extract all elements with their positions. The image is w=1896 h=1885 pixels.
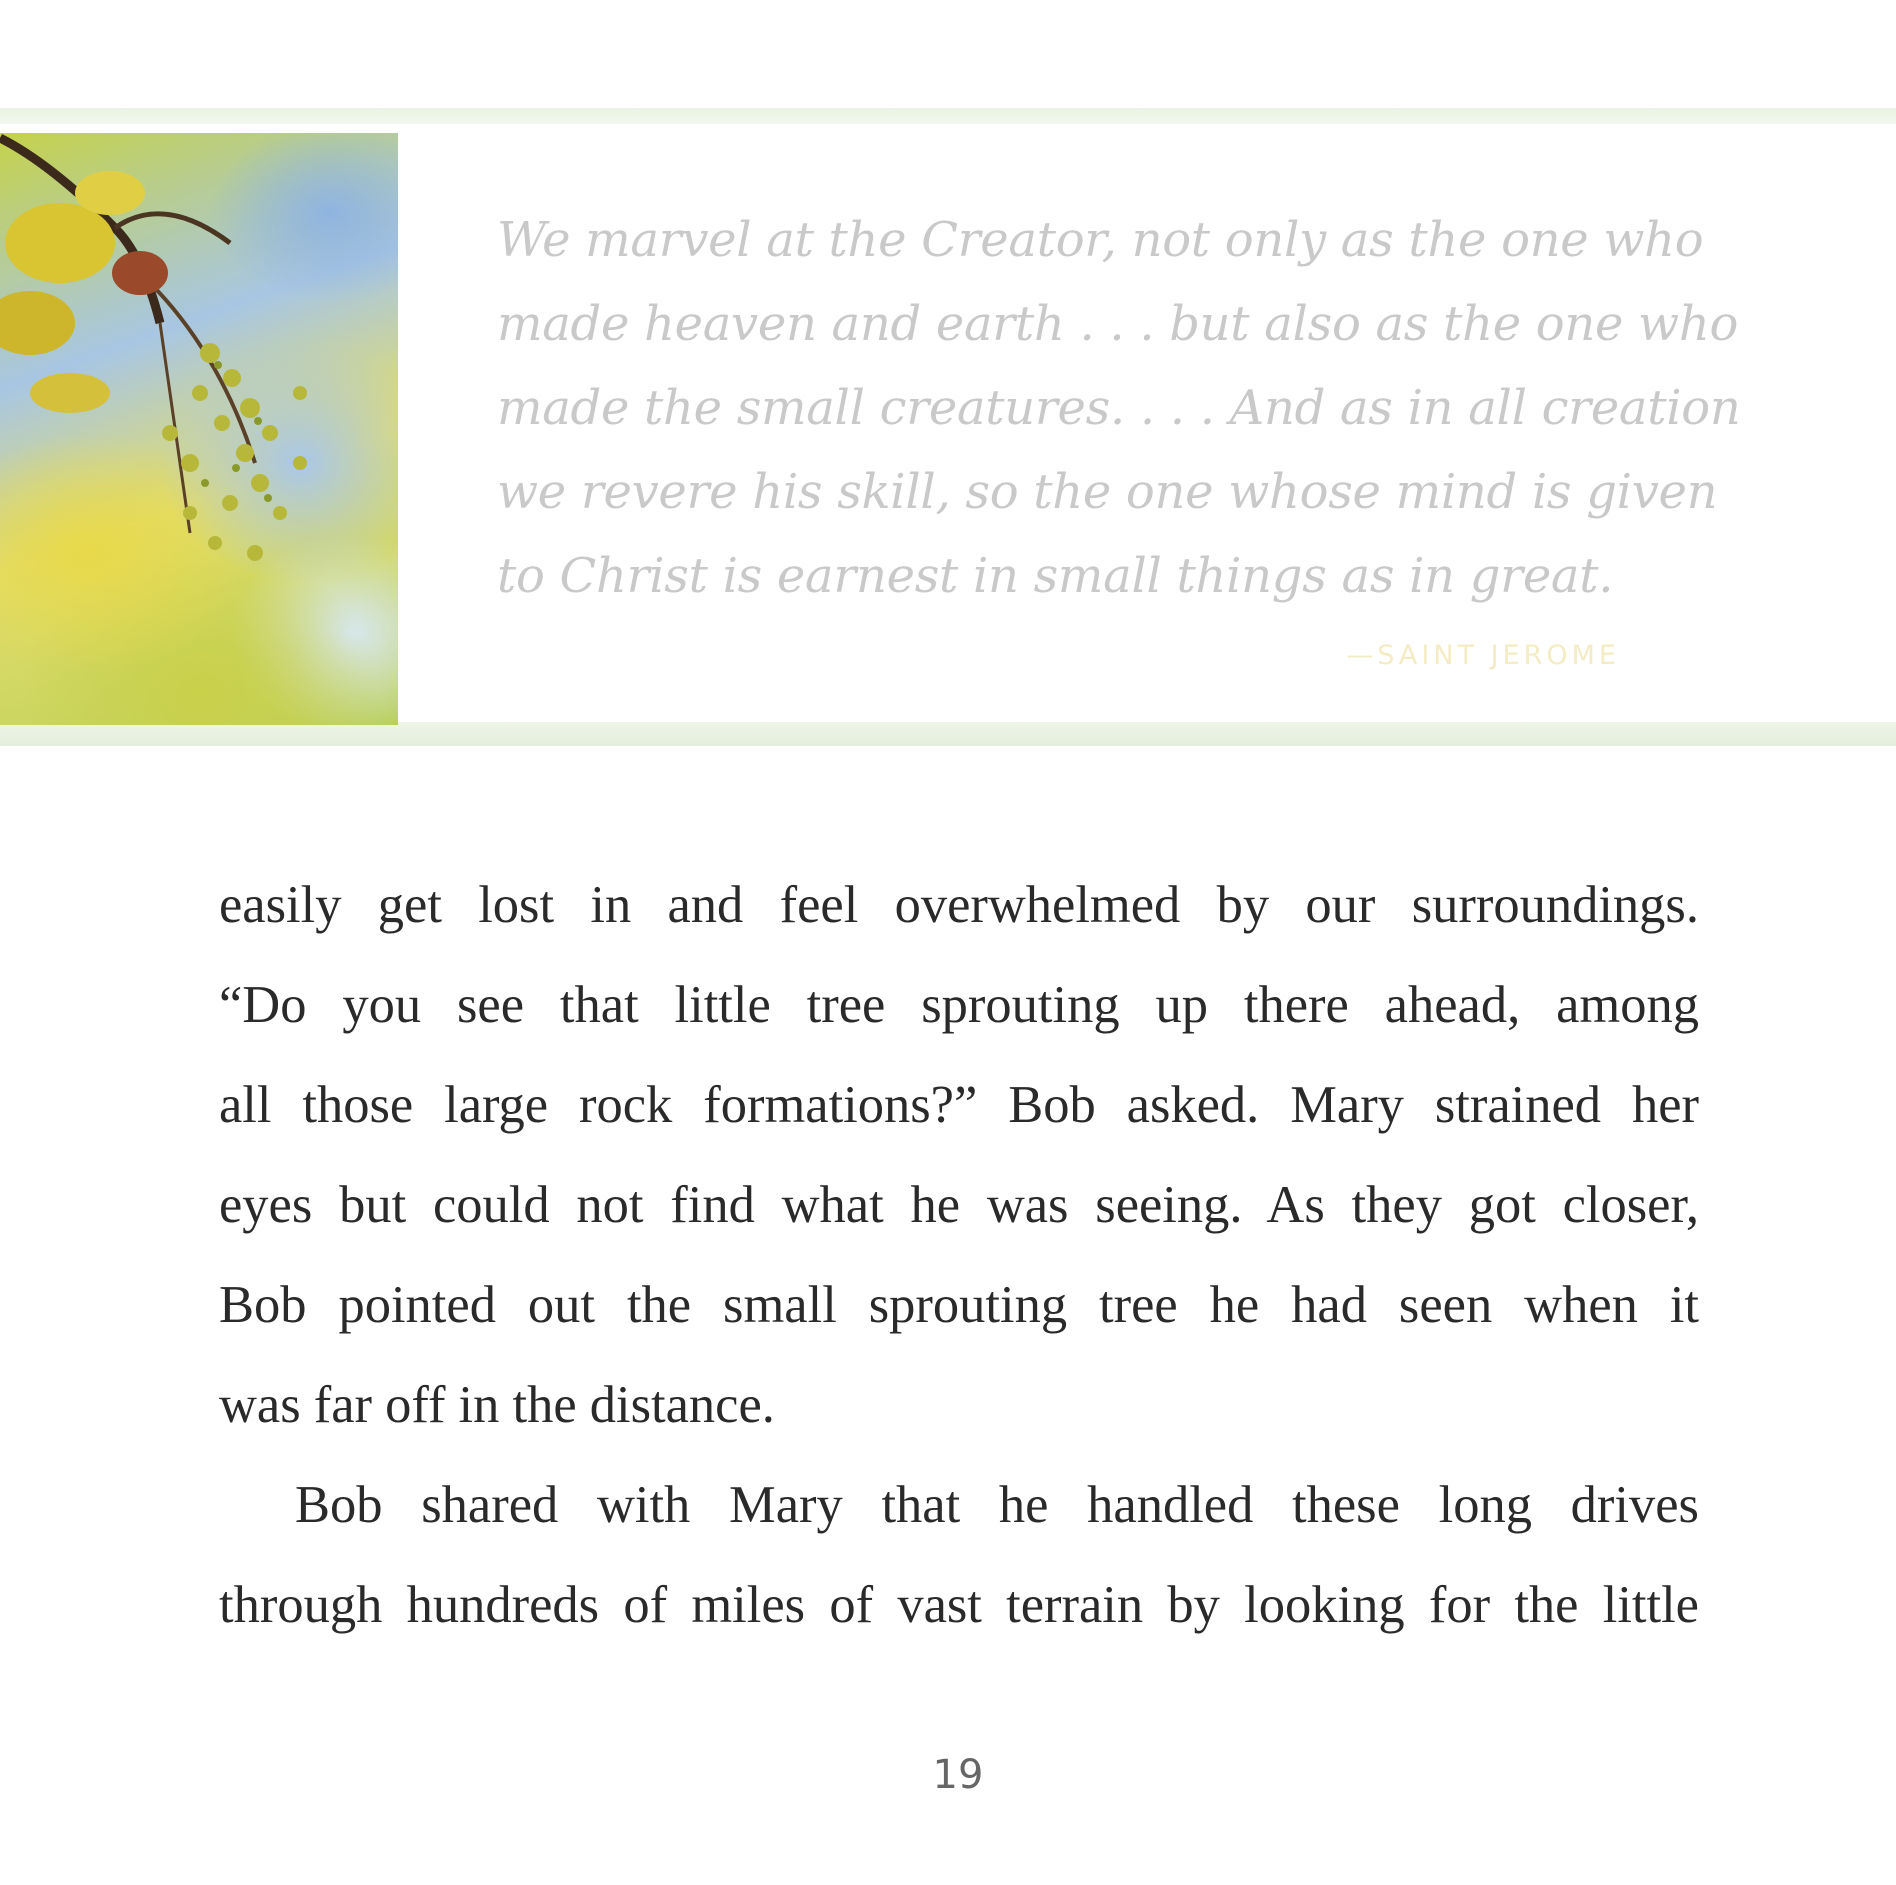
quote-attribution: —SAINT JEROME: [1346, 640, 1620, 671]
body-line: “Do you see that little tree sprouting up there ahead, among: [219, 976, 1699, 1034]
page-number: 19: [932, 1752, 984, 1798]
body-line: through hundreds of miles of vast terrain by looking for the little: [219, 1576, 1699, 1634]
quote-line: to Christ is earnest in small things as in great.: [497, 548, 1614, 604]
body-line: all those large rock formations?” Bob asked. Mary strained her: [219, 1076, 1699, 1134]
quote-line: made heaven and earth . . . but also as the one who: [497, 296, 1739, 352]
body-paragraphs: [219, 855, 1699, 1655]
quote-top-border: [0, 108, 1896, 124]
body-line: Bob pointed out the small sprouting tree he had seen when it: [219, 1276, 1699, 1334]
maple-blossom-photo: [0, 133, 398, 725]
quote-line: We marvel at the Creator, not only as the one who: [497, 212, 1704, 268]
quote-bottom-border: [0, 722, 1896, 746]
quote-line: we revere his skill, so the one whose mind is given: [497, 464, 1718, 520]
body-line: eyes but could not find what he was seeing. As they got closer,: [219, 1176, 1699, 1234]
quote-line: made the small creatures. . . . And as in all creation: [497, 380, 1741, 436]
epigraph-quote: [497, 198, 1741, 618]
branch-illustration: [0, 133, 398, 725]
body-line: was far off in the distance.: [219, 1376, 775, 1434]
body-line: Bob shared with Mary that he handled these long drives: [295, 1476, 1699, 1534]
body-line: easily get lost in and feel overwhelmed by our surroundings.: [219, 876, 1699, 934]
